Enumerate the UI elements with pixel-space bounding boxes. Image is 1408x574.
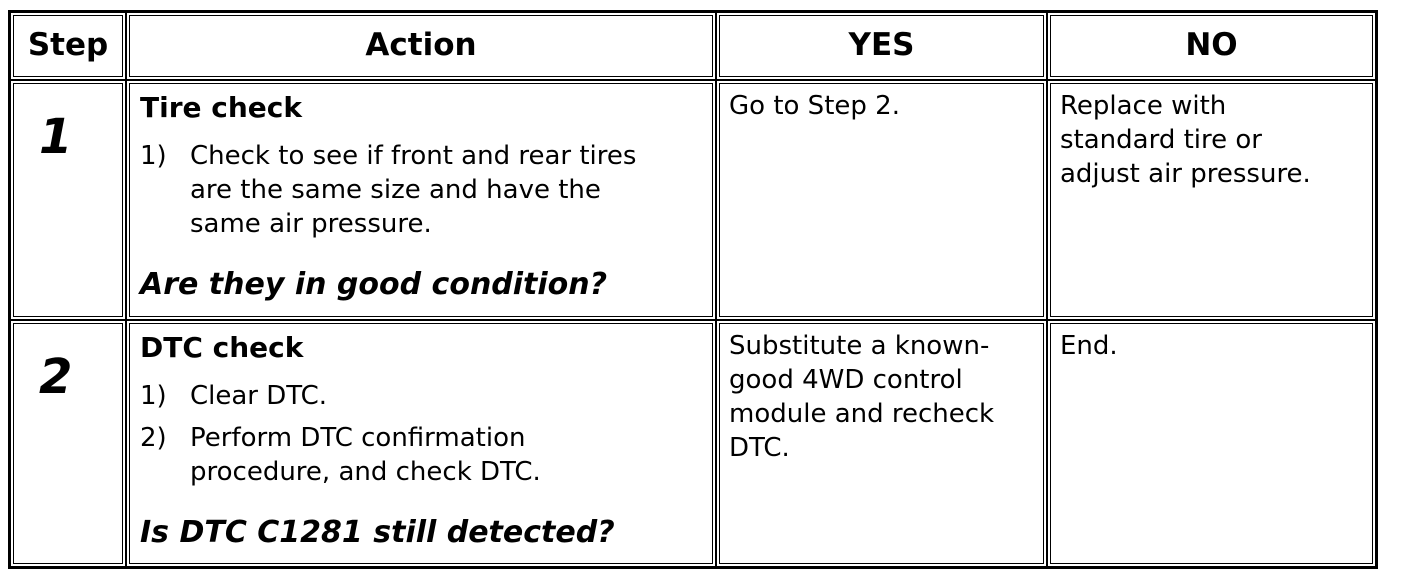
row2-yes-cell (716, 320, 1047, 567)
no-line: Replace with (1060, 91, 1227, 121)
row1-step-cell (10, 80, 126, 320)
row1-no-cell (1047, 80, 1376, 320)
list-item-line: Check to see if front and rear tires (190, 141, 637, 171)
list-item-line: procedure, and check DTC. (190, 457, 541, 487)
header-step: Step (27, 27, 109, 63)
row2-action-cell (126, 320, 716, 567)
yes-line: module and recheck (729, 399, 995, 429)
header-yes: YES (848, 27, 915, 63)
action-steps-list (140, 379, 541, 497)
list-item-line: are the same size and have the (190, 175, 601, 205)
list-item-number: 1) (140, 381, 167, 411)
step-number: 2 (39, 349, 73, 405)
no-line: End. (1060, 331, 1118, 361)
action-title: Tire check (140, 91, 302, 124)
diagnostic-table (8, 10, 1378, 569)
yes-text (729, 329, 1036, 465)
list-item-number: 1) (140, 141, 167, 171)
list-item-line: Clear DTC. (190, 381, 328, 411)
list-item-line: same air pressure. (190, 209, 432, 239)
yes-text (729, 89, 1036, 123)
row2-no-cell (1047, 320, 1376, 567)
list-item-line: Perform DTC confirmation (190, 423, 526, 453)
action-question: Is DTC C1281 still detected? (140, 515, 615, 550)
step-number: 1 (39, 109, 73, 165)
row2-step-cell (10, 320, 126, 567)
no-text (1060, 89, 1365, 191)
list-item-number: 2) (140, 423, 167, 453)
header-step-cell (10, 12, 126, 80)
header-yes-cell (716, 12, 1047, 80)
header-action-cell (126, 12, 716, 80)
action-title: DTC check (140, 331, 304, 364)
yes-line: Substitute a known- (729, 331, 990, 361)
yes-line: good 4WD control (729, 365, 963, 395)
action-steps-list (140, 139, 636, 249)
row1-action-cell (126, 80, 716, 320)
yes-line: Go to Step 2. (729, 91, 900, 121)
no-text (1060, 329, 1365, 363)
list-item (140, 379, 541, 413)
list-item (140, 139, 636, 241)
yes-line: DTC. (729, 433, 790, 463)
list-item (140, 421, 541, 489)
no-line: adjust air pressure. (1060, 159, 1311, 189)
row1-yes-cell (716, 80, 1047, 320)
header-action: Action (365, 27, 477, 63)
header-no: NO (1185, 27, 1238, 63)
no-line: standard tire or (1060, 125, 1262, 155)
header-no-cell (1047, 12, 1376, 80)
action-question: Are they in good condition? (140, 267, 608, 302)
